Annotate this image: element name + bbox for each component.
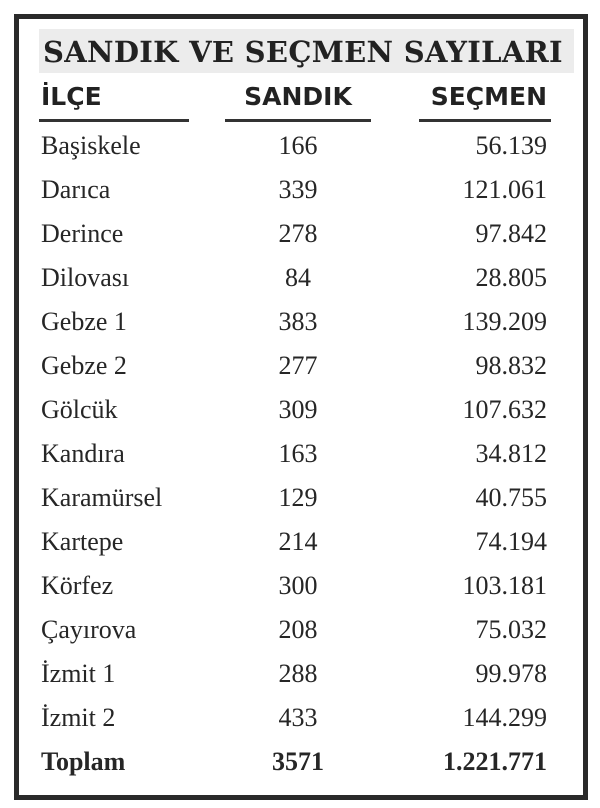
cell-sandik: 433 [278, 703, 318, 732]
cell-sandik: 129 [278, 483, 318, 512]
cell-ilce: Darıca [41, 175, 111, 204]
table-row [19, 344, 583, 388]
cell-sandik: 383 [278, 307, 318, 336]
table-row [19, 476, 583, 520]
cell-secmen: 28.805 [475, 263, 547, 292]
table-row [19, 300, 583, 344]
table-title: SANDIK VE SEÇMEN SAYILARI [43, 35, 563, 69]
cell-sandik: 339 [278, 175, 318, 204]
cell-secmen: 34.812 [475, 439, 547, 468]
cell-ilce: Karamürsel [41, 483, 163, 512]
cell-ilce: Derince [41, 219, 124, 248]
cell-secmen: 97.842 [475, 219, 547, 248]
table-row [19, 432, 583, 476]
table-row [19, 124, 583, 168]
table-row [19, 168, 583, 212]
cell-ilce: Gebze 1 [41, 307, 127, 336]
table-frame [14, 14, 588, 800]
cell-ilce: Gebze 2 [41, 351, 127, 380]
cell-secmen: 74.194 [475, 527, 547, 556]
table-body [19, 124, 583, 784]
header-underline-secmen [419, 119, 551, 122]
header-underline-sandik [225, 119, 371, 122]
cell-secmen: 103.181 [462, 571, 547, 600]
cell-sandik: 208 [278, 615, 318, 644]
table-row [19, 388, 583, 432]
table-row [19, 212, 583, 256]
cell-ilce: İzmit 2 [41, 703, 116, 732]
header-sandik: SANDIK [244, 82, 352, 111]
table-row [19, 256, 583, 300]
cell-sandik: 278 [278, 219, 318, 248]
cell-ilce: Çayırova [41, 615, 137, 644]
cell-secmen: 98.832 [475, 351, 547, 380]
cell-ilce: Kartepe [41, 527, 124, 556]
cell-secmen: 121.061 [462, 175, 547, 204]
cell-secmen: 40.755 [475, 483, 547, 512]
cell-sandik: 166 [278, 131, 318, 160]
table-row [19, 608, 583, 652]
cell-ilce: Gölcük [41, 395, 118, 424]
cell-sandik: 214 [278, 527, 318, 556]
cell-secmen: 56.139 [475, 131, 547, 160]
header-secmen: SEÇMEN [430, 82, 547, 111]
cell-sandik: 300 [278, 571, 318, 600]
cell-sandik: 277 [278, 351, 318, 380]
cell-sandik: 163 [278, 439, 318, 468]
cell-secmen: 144.299 [462, 703, 547, 732]
table-row [19, 696, 583, 740]
table-row [19, 564, 583, 608]
total-row [19, 740, 583, 784]
cell-secmen: 99.978 [475, 659, 547, 688]
cell-ilce: Körfez [41, 571, 114, 600]
cell-ilce: Dilovası [41, 263, 130, 292]
cell-secmen: 75.032 [475, 615, 547, 644]
total-secmen: 1.221.771 [443, 747, 547, 776]
cell-ilce: Kandıra [41, 439, 125, 468]
cell-ilce: İzmit 1 [41, 659, 116, 688]
cell-ilce: Başiskele [41, 131, 141, 160]
total-label: Toplam [41, 747, 126, 776]
cell-secmen: 107.632 [462, 395, 547, 424]
table-row [19, 652, 583, 696]
table-row [19, 520, 583, 564]
cell-sandik: 84 [285, 263, 311, 292]
header-underline-ilce [39, 119, 189, 122]
cell-sandik: 288 [278, 659, 318, 688]
header-ilce: İLÇE [41, 82, 102, 111]
total-sandik: 3571 [272, 747, 324, 776]
cell-sandik: 309 [278, 395, 318, 424]
cell-secmen: 139.209 [462, 307, 547, 336]
